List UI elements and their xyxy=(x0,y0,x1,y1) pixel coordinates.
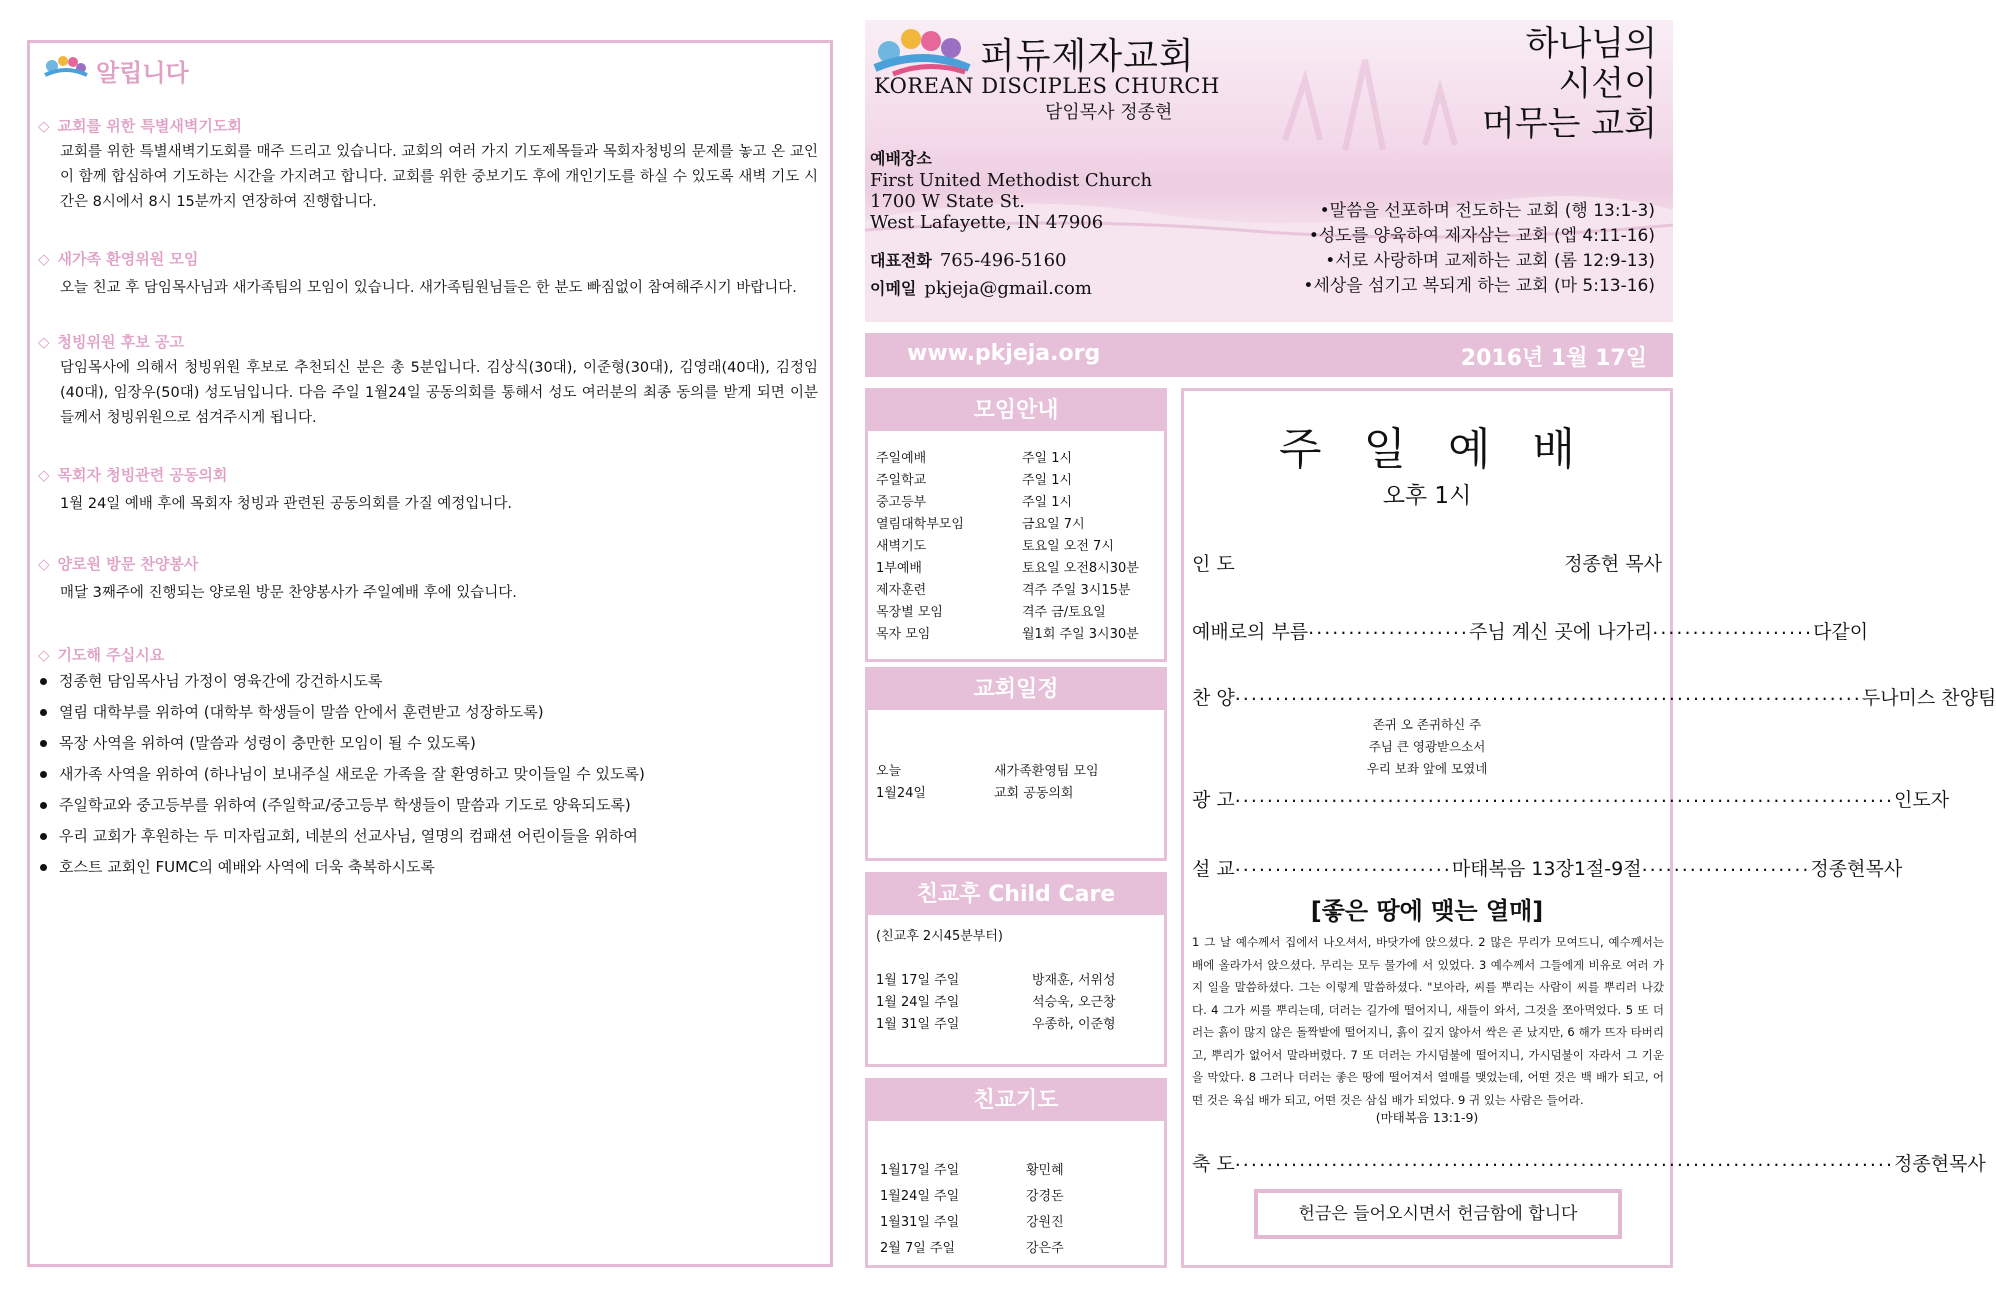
schedule-date: 1월24일 xyxy=(876,786,926,801)
fellowship-name: 강경돈 xyxy=(1026,1189,1064,1204)
church-logo-icon xyxy=(43,53,89,79)
order-sermon: 설 교 ........................... 마태복음 13장1절-9절 ..................... 정종현목사 xyxy=(1192,854,1903,880)
section-title: 기도해 주십시요 xyxy=(57,646,165,664)
fellowship-name: 강원진 xyxy=(1026,1215,1064,1230)
meeting-time: 주일 1시 xyxy=(1022,495,1073,510)
fellowship-prayer-box xyxy=(865,1078,1167,1268)
location-label: 예배장소 xyxy=(870,149,932,168)
section-body: 담임목사에 의해서 청빙위원 후보로 추천되신 분은 총 5분입니다. 김상식(30대), 이준형(30대), 김영래(40대), 김정임(40대), 임장우(50대) 성도님입니다. 다음 주일 1월24일 공동의회를 통해서 성도 여러분의 최종 동의를 받게 되면 이분들께서 청빙위원으로 섬겨주시게 됩니다. xyxy=(60,360,818,426)
order-leader: 인 도 정종현 목사 xyxy=(1192,553,1662,575)
order-benediction: 축 도 .................................................................................. 정종현목사 xyxy=(1192,1149,1986,1175)
section-title: 새가족 환영위원 모임 xyxy=(57,250,199,268)
schedule-event: 새가족환영팀 모임 xyxy=(994,764,1099,779)
fellowship-heading: 친교기도 xyxy=(868,1081,1164,1121)
fellowship-date: 2월 7일 주일 xyxy=(880,1241,956,1256)
phone-row: 대표전화 765-496-5160 xyxy=(870,250,1067,271)
mission-item: •말씀을 선포하며 전도하는 교회 (행 13:1-3) xyxy=(1319,201,1655,221)
order-hymn: 찬 양 .............................................................................. 두나미스 찬양팀 xyxy=(1192,683,1996,709)
meetings-box xyxy=(865,388,1167,662)
hymn-song: 우리 보좌 앞에 모였네 xyxy=(1366,761,1488,776)
meeting-name: 새벽기도 xyxy=(876,539,927,554)
prayer-item: 주일학교와 중고등부를 위하여 (주일학교/중고등부 학생들이 말씀과 기도로 양육되도록) xyxy=(40,794,631,815)
meeting-name: 주일예배 xyxy=(876,451,927,466)
location-line: 1700 W State St. xyxy=(870,191,1025,212)
meeting-time: 격주 금/토요일 xyxy=(1022,605,1106,620)
church-name-english: KOREAN DISCIPLES CHURCH xyxy=(874,74,1220,98)
church-slogan: 하나님의 시선이 머무는 교회 xyxy=(1481,24,1657,144)
prayer-item: 목장 사역을 위하여 (말씀과 성령이 충만한 모임이 될 수 있도록) xyxy=(40,732,476,753)
bulletin-date: 2016년 1월 17일 xyxy=(1460,346,1647,371)
meeting-time: 격주 주일 3시15분 xyxy=(1022,583,1131,598)
meeting-time: 월1회 주일 3시30분 xyxy=(1022,627,1139,642)
meeting-name: 열림대학부모임 xyxy=(876,517,964,532)
scripture-text: 1 그 날 예수께서 집에서 나오셔서, 바닷가에 앉으셨다. 2 많은 무리가 모여드니, 예수께서는 배에 올라가서 앉으셨다. 무리는 모두 물가에 서 있었다. 3 예수께서 그들에게 비유로 여러 가지 일을 말씀하셨다. 그는 이렇게 말씀하셨다. "보아라, 씨를 뿌리는 사람이 씨를 뿌리러 나갔다. 4 그가 씨를 뿌리는데, 더러는 길가에 떨어지니, 새들이 와서, 그것을 쪼아먹었다. 5 또 더러는 흙이 많지 않은 돌짝밭에 떨어지니, 흙이 깊지 않아서 싹은 곧 났지만, 6 해가 뜨자 타버리고, 뿌리가 없어서 말라버렸다. 7 또 더러는 가시덤불에 떨어지니, 가시덤불이 자라서 그 기운을 막았다. 8 그러나 더러는 좋은 땅에 떨어져서 열매를 맺었는데, 어떤 것은 백 배가 되고, 어떤 것은 육십 배가 되고, 어떤 것은 삼십 배가 되었다. 9 귀 있는 사람은 들어라. xyxy=(1192,935,1664,1107)
meeting-time: 토요일 오전8시30분 xyxy=(1022,561,1139,576)
schedule-date: 오늘 xyxy=(876,764,902,779)
childcare-heading: 친교후 Child Care xyxy=(868,875,1164,915)
pastor-name: 담임목사 정종현 xyxy=(1045,102,1173,123)
mission-item: •서로 사랑하며 교제하는 교회 (롬 12:9-13) xyxy=(1325,251,1655,271)
section-title: 양로원 방문 찬양봉사 xyxy=(57,555,199,573)
childcare-names: 석승욱, 오근창 xyxy=(1032,995,1116,1010)
meeting-name: 중고등부 xyxy=(876,495,927,510)
section-body: 1월 24일 예배 후에 목회자 청빙과 관련된 공동의회를 가질 예정입니다. xyxy=(60,496,512,512)
meeting-name: 제자훈련 xyxy=(876,583,927,598)
announcements-panel: 알립니다 ◇ 교회를 위한 특별새벽기도회 교회를 위한 특별새벽기도회를 매주 드리고 있습니다. 교회의 여러 가지 기도제목들과 목회자청빙의 문제를 놓고 온 교인이 함께 합심하여 기도하는 시간을 가지려고 합니다. 교회를 위한 중보기도 후에 개인기도를 하실 수 있도록 새벽 기도 시간은 8시에서 8시 15분까지 연장하여 진행합니다. ◇ 새가족 환영위원 모임 오늘 친교 후 담임목사님과 새가족팀의 모임이 있습니다. 새가족팀원님들은 한 분도 빠짐없이 참여해주시기 바랍니다. ◇ 청빙위원 후보 공고 담임목사에 의해서 청빙위원 후보로 추천되신 분은 총 5분입니다. 김상식(30대), 이준형(30대), 김영래(40대), 김정임(40대), 임장우(50대) 성도님입니다. 다음 주일 1월24일 공동의회를 통해서 성도 여러분의 최종 동의를 받게 되면 이분들께서 청빙위원으로 섬겨주시게 됩니다. ◇ 목회자 청빙관련 공동의회 1월 24일 예배 후에 목회자 청빙과 관련된 공동의회를 가질 예정입니다. ◇ 양로원 방문 찬양봉사 매달 3째주에 진행되는 양로원 방문 찬양봉사가 주일예배 후에 있습니다. ◇ 기도해 주십시요 정종현 담임목사님 가정이 영육간에 강건하시도록 열림 대학부를 위하여 (대학부 학생들이 말씀 안에서 훈련받고 성장하도록) 목장 사역을 위하여 (말씀과 성령이 충만한 모임이 될 수 있도록) 새가족 사역을 위하여 (하나님이 보내주실 새로운 가족을 잘 환영하고 맞이들일 수 있도록) 주일학교와 중고등부를 위하여 (주일학교/중고등부 학생들이 말씀과 기도로 양육되도록) 우리 교회가 후원하는 두 미자립교회, 네분의 선교사님, 열명의 컴패션 어린이들을 위하여 호스트 교회인 FUMC의 예배와 사역에 더욱 축복하시도록 xyxy=(27,40,833,1267)
prayer-item: 호스트 교회인 FUMC의 예배와 사역에 더욱 축복하시도록 xyxy=(40,856,435,877)
fellowship-name: 황민혜 xyxy=(1026,1163,1064,1178)
meeting-time: 주일 1시 xyxy=(1022,473,1073,488)
schedule-heading: 교회일정 xyxy=(868,670,1164,710)
website-link[interactable]: www.pkjeja.org xyxy=(907,341,1101,366)
hymn-song: 존귀 오 존귀하신 주 xyxy=(1372,717,1482,732)
order-call-to-worship: 예배로의 부름 .................... 주님 계신 곳에 나가리 .................... 다같이 xyxy=(1192,617,1869,643)
url-date-bar xyxy=(865,333,1673,377)
schedule-event: 교회 공동의회 xyxy=(994,786,1074,801)
fellowship-date: 1월17일 주일 xyxy=(880,1163,960,1178)
meeting-time: 금요일 7시 xyxy=(1022,517,1085,532)
church-header xyxy=(865,20,1673,322)
service-order-box xyxy=(1181,388,1996,1268)
meeting-name: 목자 모임 xyxy=(876,627,931,642)
meeting-name: 목장별 모임 xyxy=(876,605,943,620)
scripture-reference: (마태복음 13:1-9) xyxy=(1375,1110,1479,1125)
childcare-names: 방재훈, 서위성 xyxy=(1032,973,1116,988)
meetings-heading: 모임안내 xyxy=(868,391,1164,431)
meeting-time: 주일 1시 xyxy=(1022,451,1073,466)
childcare-note: (친교후 2시45분부터) xyxy=(876,929,1003,944)
schedule-box xyxy=(865,667,1167,861)
mission-item: •성도를 양육하여 제자삼는 교회 (엡 4:11-16) xyxy=(1308,226,1655,246)
childcare-names: 우종하, 이준형 xyxy=(1032,1017,1116,1032)
prayer-item: 새가족 사역을 위하여 (하나님이 보내주실 새로운 가족을 잘 환영하고 맞이들일 수 있도록) xyxy=(40,763,645,784)
announcements-heading: 알립니다 xyxy=(96,59,189,87)
church-logo-icon xyxy=(873,24,981,78)
fellowship-date: 1월24일 주일 xyxy=(880,1189,960,1204)
mission-item: •세상을 섬기고 복되게 하는 교회 (마 5:13-16) xyxy=(1303,276,1655,296)
fellowship-date: 1월31일 주일 xyxy=(880,1215,960,1230)
childcare-box xyxy=(865,872,1167,1067)
section-title: 목회자 청빙관련 공동의회 xyxy=(57,466,228,484)
fellowship-name: 강은주 xyxy=(1026,1241,1064,1256)
childcare-date: 1월 31일 주일 xyxy=(876,1017,960,1032)
location-line: First United Methodist Church xyxy=(870,170,1153,191)
meeting-name: 주일학교 xyxy=(876,473,927,488)
prayer-item: 우리 교회가 후원하는 두 미자립교회, 네분의 선교사님, 열명의 컴패션 어린이들을 위하여 xyxy=(40,825,638,846)
location-line: West Lafayette, IN 47906 xyxy=(870,212,1104,233)
order-announcements: 광 고 .................................................................................. 인도자 xyxy=(1192,785,1950,811)
church-name-korean: 퍼듀제자교회 xyxy=(980,36,1195,77)
childcare-date: 1월 17일 주일 xyxy=(876,973,960,988)
section-title: 교회를 위한 특별새벽기도회 xyxy=(57,117,242,135)
meeting-time: 토요일 오전 7시 xyxy=(1022,539,1114,554)
service-title: 주일예배 xyxy=(1278,424,1617,475)
email-row: 이메일 pkjeja@gmail.com xyxy=(870,278,1092,299)
hymn-song: 주님 큰 영광받으소서 xyxy=(1368,739,1486,754)
prayer-item: 정종현 담임목사님 가정이 영육간에 강건하시도록 xyxy=(40,670,382,691)
childcare-date: 1월 24일 주일 xyxy=(876,995,960,1010)
sermon-title: [좋은 땅에 맺는 열매] xyxy=(1310,897,1544,925)
section-title: 청빙위원 후보 공고 xyxy=(57,333,184,351)
service-time: 오후 1시 xyxy=(1382,483,1472,509)
offering-notice: 헌금은 들어오시면서 헌금함에 합니다 xyxy=(1254,1189,1622,1239)
meeting-name: 1부예배 xyxy=(876,561,922,576)
prayer-item: 열림 대학부를 위하여 (대학부 학생들이 말씀 안에서 훈련받고 성장하도록) xyxy=(40,701,544,722)
section-body: 교회를 위한 특별새벽기도회를 매주 드리고 있습니다. 교회의 여러 가지 기도제목들과 목회자청빙의 문제를 놓고 온 교인이 함께 합심하여 기도하는 시간을 가지려고 합니다. 교회를 위한 중보기도 후에 개인기도를 하실 수 있도록 새벽 기도 시간은 8시에서 8시 15분까지 연장하여 진행합니다. xyxy=(60,144,818,210)
section-body: 매달 3째주에 진행되는 양로원 방문 찬양봉사가 주일예배 후에 있습니다. xyxy=(60,585,517,601)
section-body: 오늘 친교 후 담임목사님과 새가족팀의 모임이 있습니다. 새가족팀원님들은 한 분도 빠짐없이 참여해주시기 바랍니다. xyxy=(60,280,797,296)
